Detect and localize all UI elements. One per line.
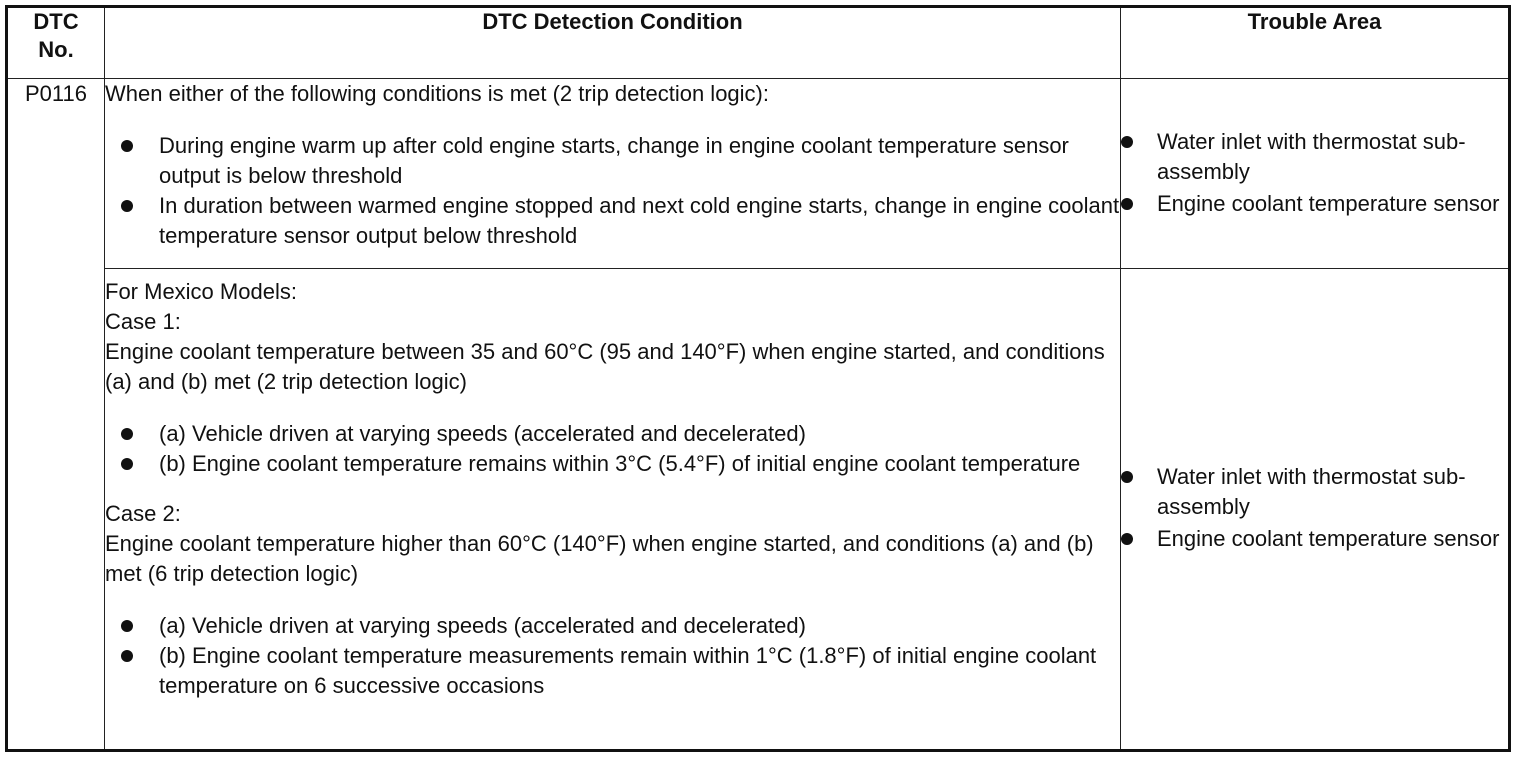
- case2-label: Case 2:: [105, 501, 181, 526]
- list-item: (b) Engine coolant temperature remains within 3°C (5.4°F) of initial engine coolant temperature: [121, 449, 1120, 479]
- models-label: For Mexico Models:: [105, 279, 297, 304]
- bullet-icon: [121, 140, 133, 152]
- case2-text: Engine coolant temperature higher than 60°C (140°F) when engine started, and conditions (a) and (b) met (6 trip detection logic): [105, 531, 1094, 586]
- trouble-list: [1121, 127, 1508, 221]
- bullet-icon: [121, 620, 133, 632]
- table-row: [7, 269, 1510, 751]
- list-item: (a) Vehicle driven at varying speeds (accelerated and decelerated): [121, 611, 1120, 641]
- bullet-icon: [1121, 533, 1133, 545]
- list-item: During engine warm up after cold engine starts, change in engine coolant temperature sensor output is below threshold: [121, 131, 1120, 191]
- condition-cell-1: [105, 79, 1121, 269]
- trouble-area-cell-2: [1121, 269, 1510, 751]
- bullet-icon: [121, 200, 133, 212]
- trouble-area-cell-1: [1121, 79, 1510, 269]
- dtc-table: [5, 5, 1511, 752]
- list-item: Water inlet with thermostat sub-assembly: [1121, 127, 1508, 187]
- header-row: [7, 7, 1510, 79]
- bullet-icon: [1121, 136, 1133, 148]
- header-dtc-no: DTC No.: [7, 7, 105, 79]
- list-item: (b) Engine coolant temperature measurements remain within 1°C (1.8°F) of initial engine coolant temperature on 6 successive occasions: [121, 641, 1120, 701]
- condition-cell-2: [105, 269, 1121, 751]
- list-item: In duration between warmed engine stopped and next cold engine starts, change in engine coolant temperature sensor output below threshold: [121, 191, 1120, 251]
- trouble-list: [1121, 462, 1508, 556]
- list-item: Water inlet with thermostat sub-assembly: [1121, 462, 1508, 522]
- bullet-icon: [121, 458, 133, 470]
- list-item: (a) Vehicle driven at varying speeds (accelerated and decelerated): [121, 419, 1120, 449]
- case2-list: [105, 611, 1120, 701]
- list-item: Engine coolant temperature sensor: [1121, 189, 1508, 219]
- condition-list: [105, 131, 1120, 251]
- list-item: Engine coolant temperature sensor: [1121, 524, 1508, 554]
- header-detection-condition: DTC Detection Condition: [105, 7, 1121, 79]
- case1-text: Engine coolant temperature between 35 and 60°C (95 and 140°F) when engine started, and conditions (a) and (b) met (2 trip detection logic): [105, 339, 1105, 394]
- bullet-icon: [121, 650, 133, 662]
- case1-label: Case 1:: [105, 309, 181, 334]
- bullet-icon: [1121, 471, 1133, 483]
- header-trouble-area: Trouble Area: [1121, 7, 1510, 79]
- case1-list: [105, 419, 1120, 479]
- condition-intro: When either of the following conditions is met (2 trip detection logic):: [105, 81, 769, 106]
- bullet-icon: [1121, 198, 1133, 210]
- bullet-icon: [121, 428, 133, 440]
- table-row: [7, 79, 1510, 269]
- dtc-code: P0116: [7, 79, 105, 751]
